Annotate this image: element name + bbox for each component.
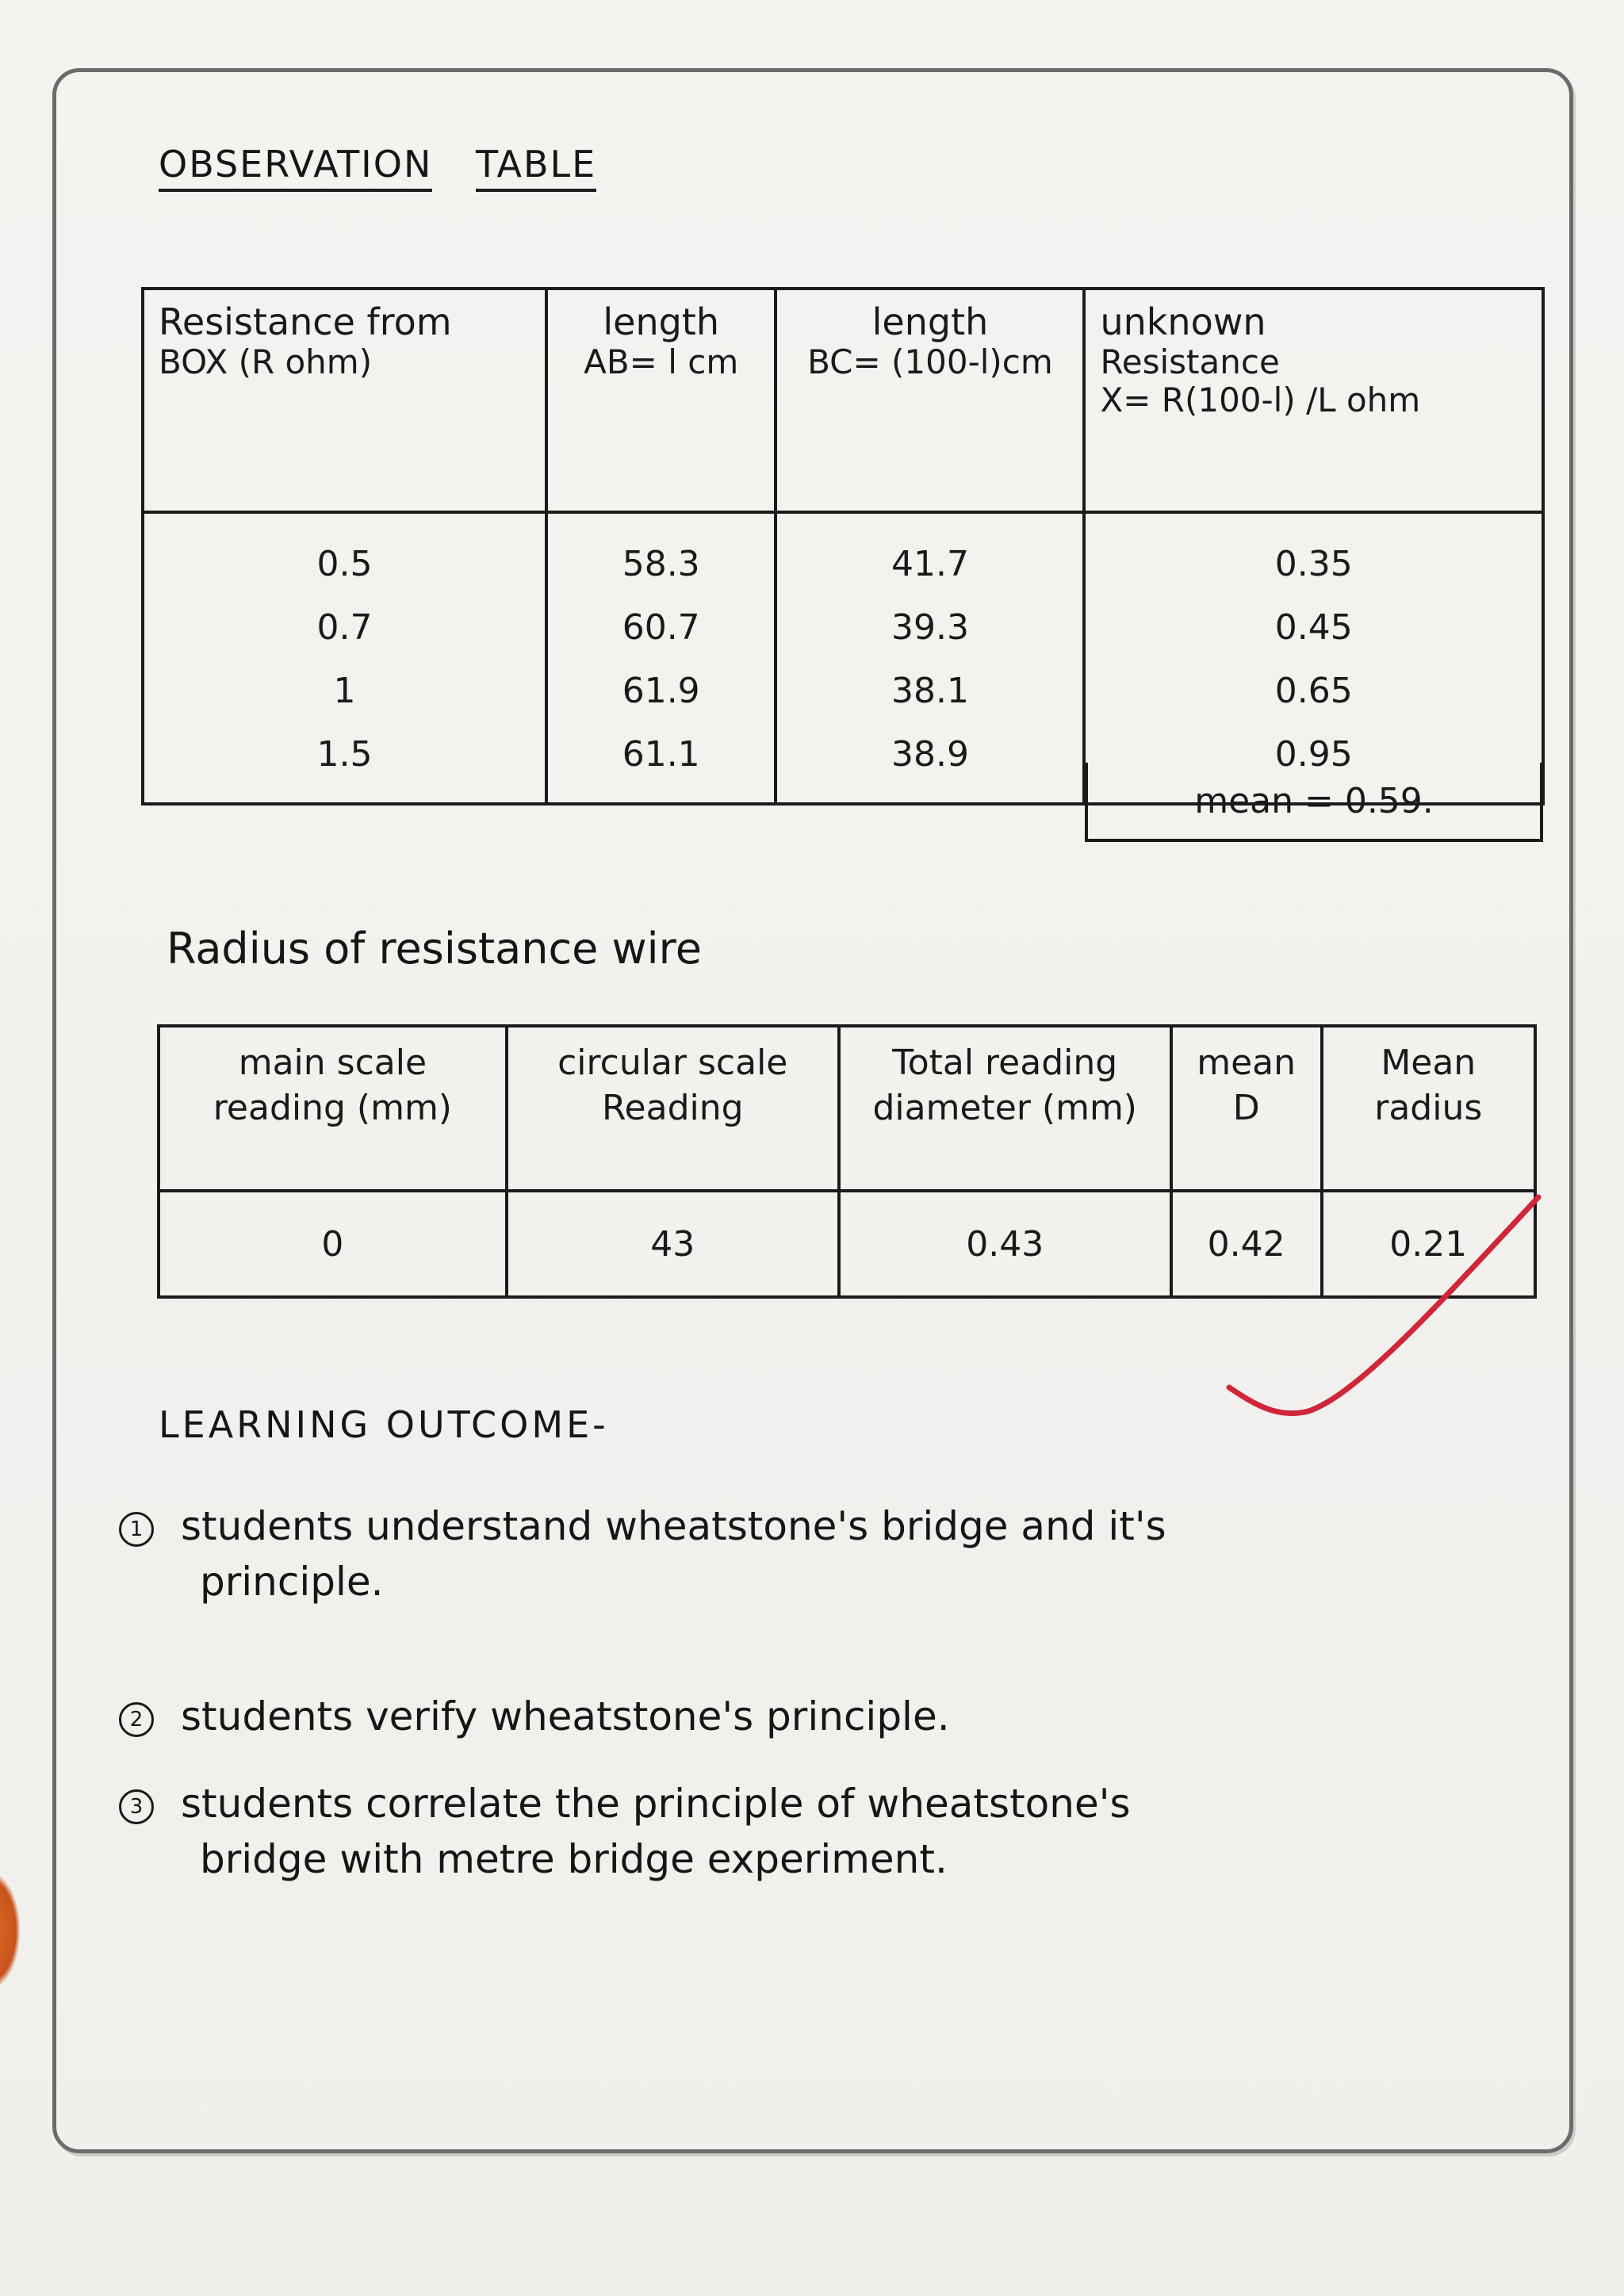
outcome-item-2 (119, 1689, 950, 1744)
cell: 0.45 (1274, 607, 1353, 648)
mean-value: mean = 0.59. (1194, 780, 1434, 821)
header-line: AB= l cm (584, 342, 739, 381)
check-mark-icon (1221, 1173, 1554, 1427)
header-line: Resistance from (159, 300, 452, 343)
table-row (143, 512, 1543, 804)
outcome-item-3 (119, 1776, 1131, 1887)
outcome-text: principle. (200, 1559, 384, 1605)
heading-table: TABLE (476, 143, 596, 192)
cell: 0.35 (1274, 544, 1353, 584)
header-unknown-resistance (1084, 289, 1543, 512)
header-line: radius (1374, 1088, 1483, 1129)
header-line: BC= (100-l)cm (807, 342, 1053, 381)
header-line: length (603, 300, 719, 343)
table-header-row (159, 1026, 1535, 1191)
number-badge: 3 (119, 1789, 154, 1824)
cell: 0.7 (316, 607, 373, 648)
cell: 61.9 (622, 671, 700, 711)
number-badge: 1 (119, 1512, 154, 1547)
observation-table (141, 287, 1545, 806)
cell: 60.7 (622, 607, 700, 648)
header-line: mean (1197, 1043, 1297, 1083)
header-line: Mean (1381, 1043, 1477, 1083)
cell: 61.1 (622, 734, 700, 775)
cell: 1.5 (316, 734, 373, 775)
header-circular-scale (507, 1026, 839, 1191)
column-resistance (143, 512, 546, 804)
cell: 38.1 (891, 671, 969, 711)
outcome-item-1 (119, 1498, 1166, 1609)
header-line: length (871, 300, 989, 343)
cell: 1 (333, 671, 356, 711)
cell: 41.7 (891, 544, 969, 584)
header-line: unknown (1100, 300, 1266, 343)
cell: 0.65 (1274, 671, 1353, 711)
outcome-text: students understand wheatstone's bridge and it's (181, 1503, 1166, 1549)
header-total-reading (839, 1026, 1171, 1191)
header-line: X= R(100-l) /L ohm (1100, 381, 1421, 420)
cell: 0.5 (316, 544, 373, 584)
header-resistance-box (143, 289, 546, 512)
cell-mean-d: 0.42 (1171, 1191, 1322, 1297)
header-mean-d (1171, 1026, 1322, 1191)
header-line: reading (mm) (213, 1088, 452, 1129)
header-line: circular scale (557, 1043, 788, 1083)
cell-mean-radius: 0.21 (1322, 1191, 1535, 1297)
cell-total-reading: 0.43 (839, 1191, 1171, 1297)
column-length-bc (776, 512, 1084, 804)
header-line: BOX (R ohm) (159, 342, 373, 381)
header-main-scale (159, 1026, 507, 1191)
cell: 38.9 (891, 734, 969, 775)
section-title-radius: Radius of resistance wire (167, 924, 702, 974)
learning-outcome-title: LEARNING OUTCOME- (159, 1403, 609, 1446)
header-line: D (1232, 1088, 1260, 1129)
header-length-ab (546, 289, 776, 512)
heading-observation: OBSERVATION (159, 143, 432, 192)
header-line: Resistance (1100, 342, 1280, 381)
column-unknown-resistance (1084, 512, 1543, 804)
header-mean-radius (1322, 1026, 1535, 1191)
page-edge-object (0, 1871, 21, 1990)
header-line: Total reading (892, 1043, 1118, 1083)
cell-circular-scale: 43 (507, 1191, 839, 1297)
cell: 39.3 (891, 607, 969, 648)
outcome-text: bridge with metre bridge experiment. (200, 1836, 948, 1882)
header-line: Reading (601, 1088, 744, 1129)
header-line: diameter (mm) (872, 1088, 1137, 1129)
outcome-text: students verify wheatstone's principle. (181, 1693, 950, 1739)
cell: 0.95 (1274, 734, 1353, 775)
number-badge: 2 (119, 1702, 154, 1737)
cell-main-scale: 0 (159, 1191, 507, 1297)
outcome-text: students correlate the principle of wheatstone's (181, 1781, 1131, 1827)
mean-resistance-box (1085, 763, 1543, 842)
column-length-ab (546, 512, 776, 804)
header-length-bc (776, 289, 1084, 512)
header-line: main scale (238, 1043, 427, 1083)
cell: 58.3 (622, 544, 700, 584)
table-header-row (143, 289, 1543, 512)
